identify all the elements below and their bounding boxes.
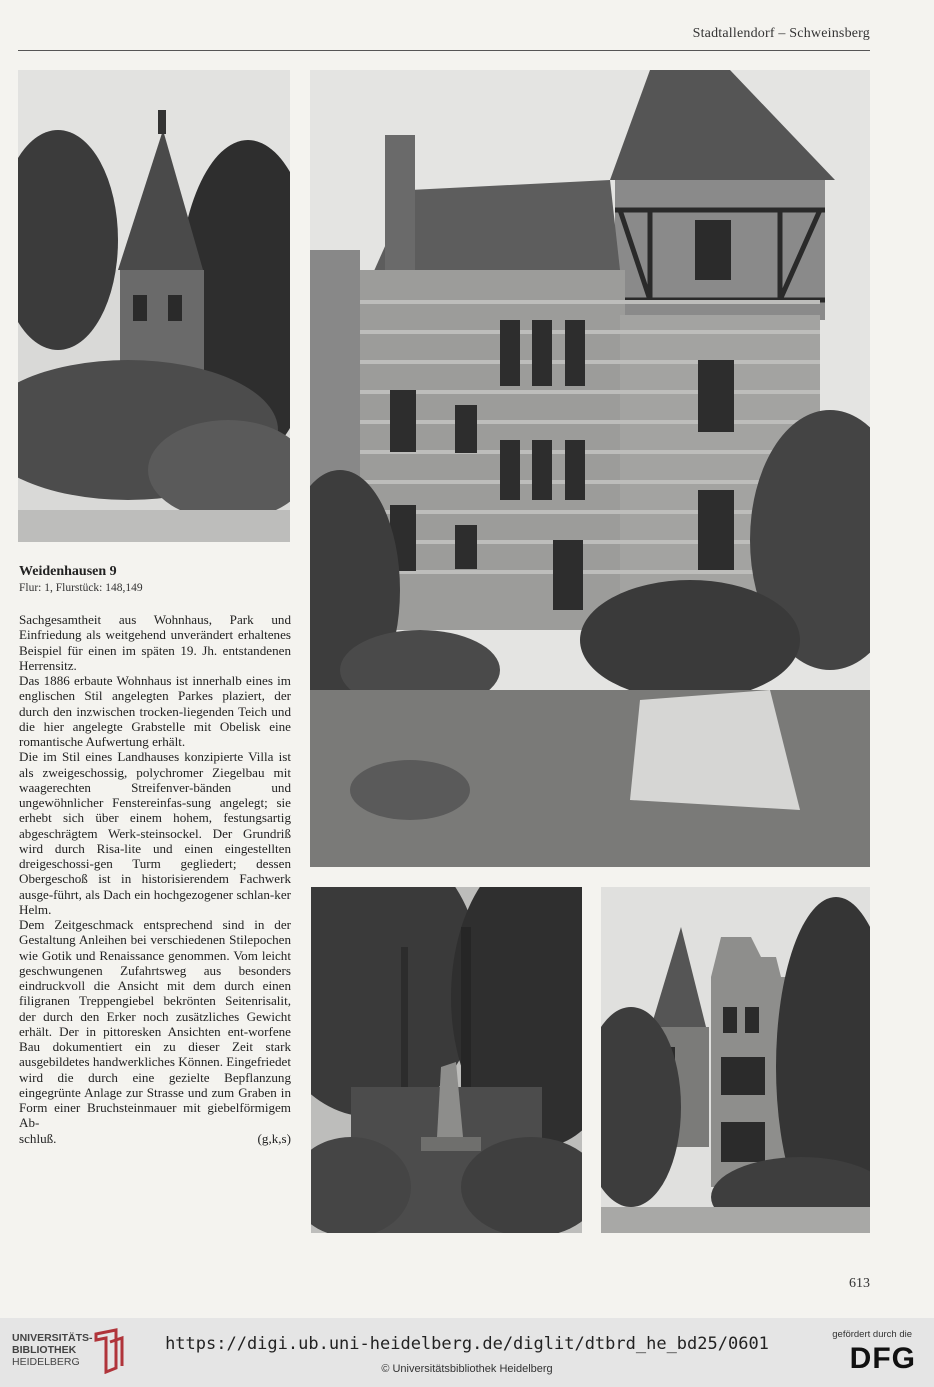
- obelisk-photo: [311, 887, 582, 1233]
- body-text: [19, 612, 291, 1146]
- gable-photo: [601, 887, 870, 1233]
- funding-label: gefördert durch die: [832, 1329, 912, 1340]
- paragraph: Das 1886 erbaute Wohnhaus ist innerhalb eines im englischen Stil angelegten Parkes plaziert, der durch den inzwischen trocken-liegenden Teich und die hier angelegte Grabstelle mit Obelisk eine romantische Aufwertung erhält.: [19, 673, 291, 749]
- digitization-url[interactable]: https://digi.ub.uni-heidelberg.de/diglit/dtbrd_he_bd25/0601: [165, 1334, 769, 1354]
- institution-name-line: BIBLIOTHEK: [12, 1344, 77, 1356]
- villa-photo: [310, 70, 870, 867]
- dfg-logo: DFG: [849, 1342, 916, 1375]
- closing-word: schluß.: [19, 1130, 57, 1146]
- institution-name-line: UNIVERSITÄTS-: [12, 1332, 93, 1344]
- author-signature: (g,k,s): [257, 1130, 291, 1146]
- institution-name-line: HEIDELBERG: [12, 1356, 80, 1368]
- entry-title: Weidenhausen 9: [19, 564, 117, 579]
- entry-parcel-info: Flur: 1, Flurstück: 148,149: [19, 582, 143, 594]
- paragraph: Die im Stil eines Landhauses konzipierte Villa ist als zweigeschossig, polychromer Ziegelbau mit waagerechten Streifenver-bänden und ungewöhnlicher Fenstereinfas-sung angelegt; sie erhebt sich über einem hohem, festungsartig abgeschrägtem Werk-steinsockel. Der Grundriß wird durch Risa-lite und einen eingestellten dreigeschossi-gen Turm gegliedert; dessen Obergeschoß ist in historisierendem Fachwerk ausge-führt, als Dach ein hochgezogener schlan-ker Helm.: [19, 749, 291, 917]
- closing-line: [19, 1131, 291, 1146]
- paragraph: Dem Zeitgeschmack entsprechend sind in der Gestaltung Anleihen bei verschiedenen Stilepochen wie Gotik und Renaissance genommen. Vom leicht geschwungenen Zufahrtsweg aus besonders eindruckvoll die Ansicht mit dem durch einen filigranen Treppengiebel bekrönten Seitenrisalit, der durch den Erker noch zusätzliches Gewicht erhält. Der in pittoresken Ansichten ent-worfene Bau dokumentiert ein zu dieser Zeit stark ausgebildetes handwerkliches Können. Eingefriedet wird die durch eine gezielte Bepflanzung eingegrünte Anlage zur Strasse und zum Graben in Form einer Bruchsteinmauer mit giebelförmigem Ab-: [19, 917, 291, 1131]
- tower-photo: [18, 70, 290, 542]
- page-number: 613: [849, 1276, 870, 1291]
- running-title: Stadtallendorf – Schweinsberg: [692, 26, 870, 41]
- footer-bar: [0, 1318, 934, 1387]
- header-rule: [18, 50, 870, 51]
- copyright-notice: © Universitätsbibliothek Heidelberg: [381, 1363, 553, 1375]
- paragraph: Sachgesamtheit aus Wohnhaus, Park und Einfriedung als weitgehend unverändert erhaltenes Beispiel für einen im späten 19. Jh. entstandenen Herrensitz.: [19, 612, 291, 673]
